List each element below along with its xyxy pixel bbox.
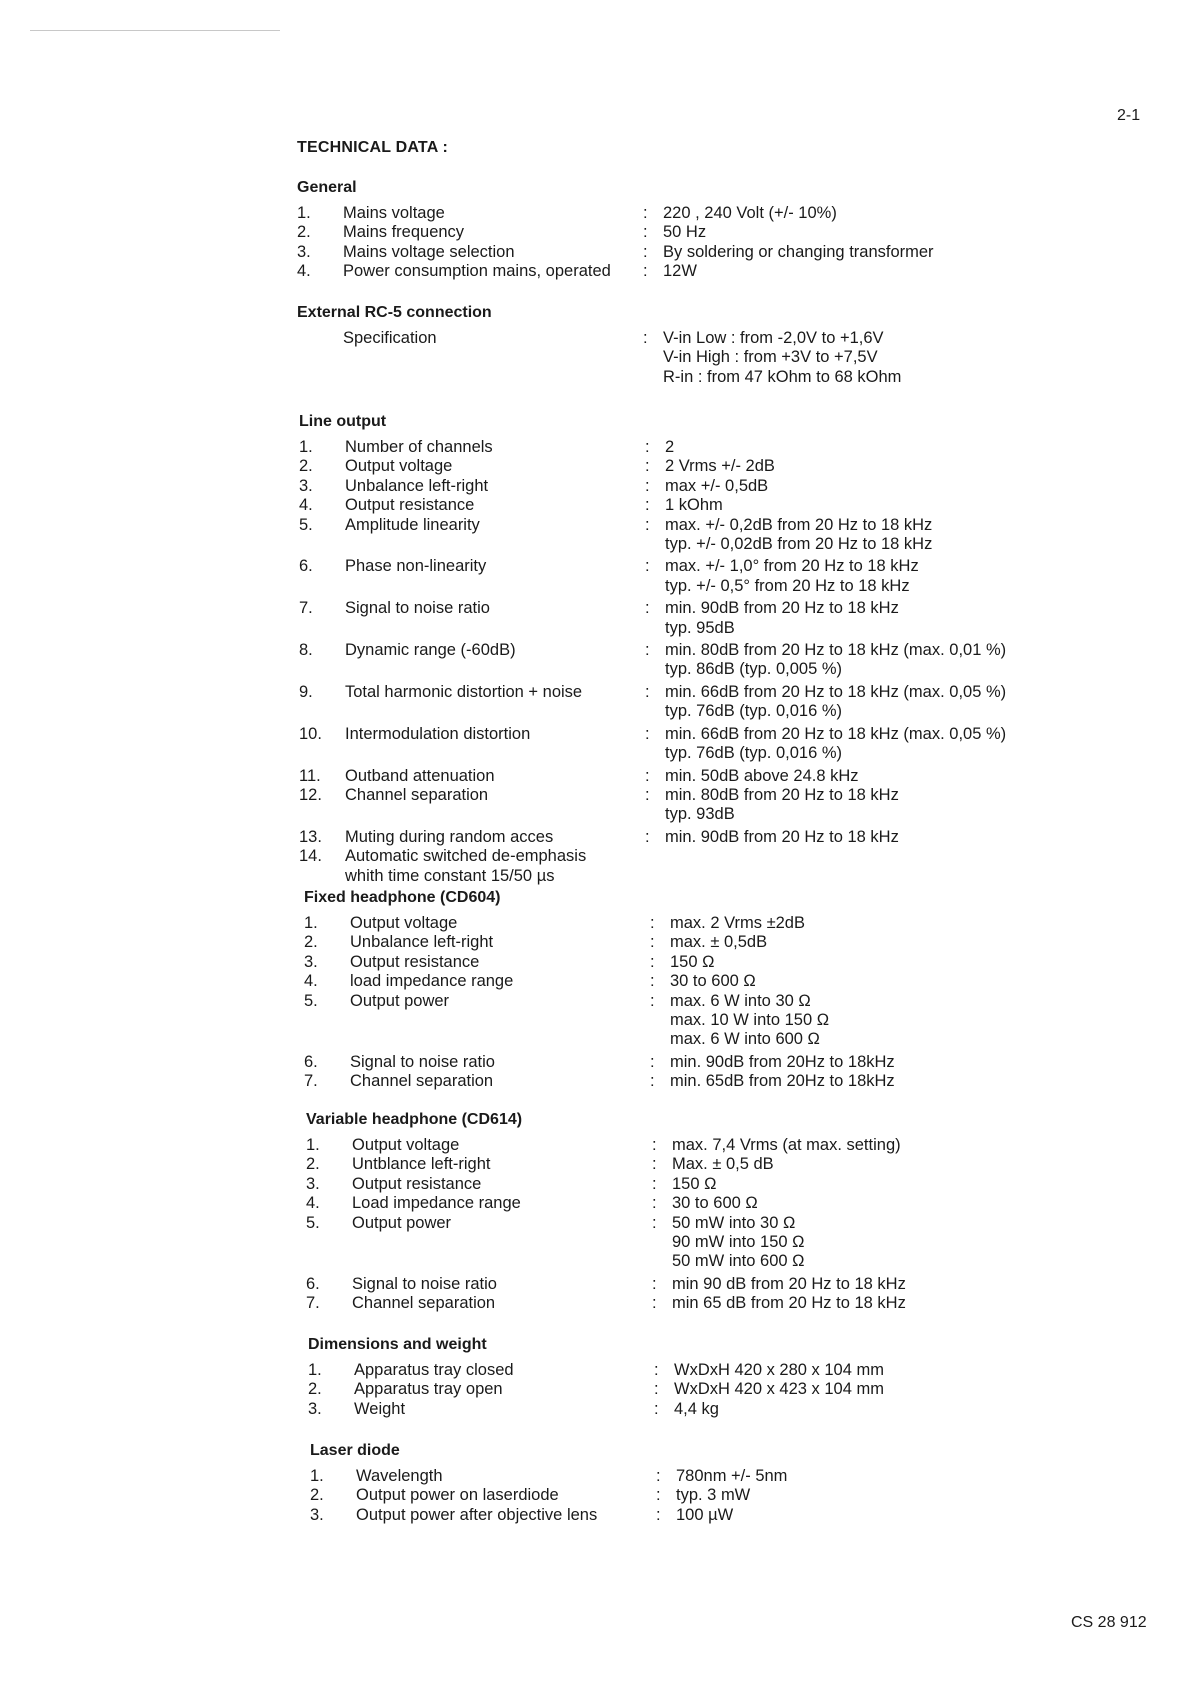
item-number: 7. — [304, 1072, 318, 1091]
item-number: 4. — [297, 262, 311, 281]
item-label: Mains frequency — [343, 223, 465, 242]
separator-colon: : — [645, 785, 650, 804]
spec-section — [304, 888, 1064, 1092]
spec-row — [299, 457, 1059, 476]
item-value: WxDxH 420 x 423 x 104 mm — [674, 1380, 884, 1399]
item-label: Load impedance range — [352, 1194, 521, 1213]
item-number — [297, 329, 343, 387]
item-label: Intermodulation distortion — [345, 724, 531, 743]
separator-colon: : — [650, 972, 655, 991]
separator-colon: : — [652, 1155, 657, 1174]
item-number: 3. — [297, 242, 311, 261]
item-value: max. 7,4 Vrms (at max. setting) — [672, 1136, 901, 1154]
item-number: 12. — [299, 785, 322, 804]
separator-colon: : — [645, 724, 650, 743]
item-value: max. 2 Vrms ±2dB — [670, 914, 805, 932]
separator-colon: : — [645, 599, 650, 618]
separator-colon — [645, 847, 665, 886]
separator-colon: : — [652, 1136, 657, 1154]
spec-section — [297, 303, 1057, 387]
item-number: 2. — [299, 457, 313, 476]
spec-row — [304, 953, 1064, 972]
item-number: 9. — [299, 682, 313, 701]
spec-section — [310, 1441, 1070, 1525]
item-value: 2 — [665, 438, 675, 456]
item-value: min. 65dB from 20Hz to 18kHz — [670, 1072, 895, 1091]
spec-row — [299, 496, 1059, 515]
item-value: min. 66dB from 20 Hz to 18 kHz (max. 0,05 %) typ. 76dB (typ. 0,016 %) — [665, 682, 1007, 721]
item-number: 1. — [310, 1467, 324, 1485]
item-number: 1. — [299, 438, 313, 456]
item-value: typ. 3 mW — [676, 1486, 751, 1505]
item-value: 50 mW into 30 Ω 90 mW into 150 Ω 50 mW into 600 Ω — [672, 1213, 805, 1271]
separator-colon: : — [652, 1194, 657, 1213]
separator-colon: : — [645, 766, 650, 785]
item-value: 780nm +/- 5nm — [676, 1467, 788, 1485]
item-value — [665, 847, 1059, 886]
separator-colon: : — [650, 1072, 655, 1091]
item-value: min. 50dB above 24.8 kHz — [665, 766, 859, 785]
item-number: 2. — [304, 933, 318, 952]
item-label: Apparatus tray closed — [354, 1361, 514, 1379]
spec-section — [306, 1110, 1066, 1314]
item-number: 5. — [304, 991, 318, 1010]
item-label: Output power — [352, 1213, 452, 1232]
spec-row — [306, 1175, 1066, 1194]
spec-row — [299, 847, 1059, 886]
item-label: Weight — [354, 1399, 406, 1418]
item-label: Output voltage — [352, 1136, 460, 1154]
item-label: Channel separation — [352, 1294, 496, 1313]
spec-section — [297, 178, 1057, 282]
page-number: 2-1 — [1117, 107, 1141, 124]
item-label: Outband attenuation — [345, 766, 495, 785]
item-number: 6. — [299, 557, 313, 576]
separator-colon: : — [645, 457, 650, 476]
spec-row — [304, 992, 1064, 1050]
item-number: 2. — [297, 223, 311, 242]
item-number: 3. — [304, 952, 318, 971]
item-value: 50 Hz — [663, 223, 707, 242]
separator-colon: : — [645, 827, 650, 846]
separator-colon: : — [643, 223, 648, 242]
item-label: Untblance left-right — [352, 1155, 491, 1174]
separator-colon: : — [652, 1174, 657, 1193]
spec-row — [304, 933, 1064, 952]
spec-row — [308, 1380, 1068, 1399]
item-number: 14. — [299, 847, 322, 866]
scan-artifact-line — [30, 30, 280, 31]
item-label: Wavelength — [356, 1467, 443, 1485]
item-label: Output power on laserdiode — [356, 1486, 559, 1505]
spec-row — [304, 914, 1064, 933]
item-number: 8. — [299, 641, 313, 660]
item-value: WxDxH 420 x 280 x 104 mm — [674, 1361, 884, 1379]
section-title: Dimensions and weight — [308, 1336, 487, 1353]
item-value: min. 90dB from 20 Hz to 18 kHz typ. 95dB — [665, 599, 899, 637]
item-label: Specification — [343, 329, 437, 347]
item-number: 4. — [306, 1194, 320, 1213]
item-number: 1. — [308, 1361, 322, 1379]
separator-colon: : — [656, 1505, 661, 1524]
spec-row — [299, 767, 1059, 786]
separator-colon: : — [645, 641, 650, 660]
spec-row — [306, 1194, 1066, 1213]
separator-colon: : — [652, 1294, 657, 1313]
item-label: Phase non-linearity — [345, 557, 487, 576]
item-label: Power consumption mains, operated — [343, 262, 611, 281]
separator-colon: : — [645, 438, 650, 456]
separator-colon: : — [656, 1467, 661, 1485]
separator-colon: : — [654, 1399, 659, 1418]
item-label: Output resistance — [350, 952, 480, 971]
item-label: Output resistance — [352, 1174, 482, 1193]
item-number: 5. — [299, 515, 313, 534]
spec-row — [297, 329, 1057, 387]
item-number: 5. — [306, 1213, 320, 1232]
item-value: max +/- 0,5dB — [665, 476, 769, 495]
spec-row — [306, 1275, 1066, 1294]
item-number: 13. — [299, 827, 322, 846]
item-value: 150 Ω — [672, 1174, 717, 1193]
spec-row — [306, 1155, 1066, 1174]
item-value: 4,4 kg — [674, 1399, 719, 1418]
spec-row — [299, 438, 1059, 457]
item-value: 30 to 600 Ω — [670, 972, 756, 991]
item-number: 6. — [304, 1052, 318, 1071]
item-label: Muting during random acces — [345, 827, 554, 846]
item-number: 4. — [304, 972, 318, 991]
spec-row — [299, 683, 1059, 722]
spec-row — [299, 725, 1059, 764]
section-title: Fixed headphone (CD604) — [304, 889, 501, 906]
item-value: 220 , 240 Volt (+/- 10%) — [663, 204, 837, 222]
separator-colon: : — [645, 496, 650, 515]
separator-colon: : — [654, 1380, 659, 1399]
spec-row — [297, 262, 1057, 281]
item-label: Unbalance left-right — [345, 476, 489, 495]
item-label: Total harmonic distortion + noise — [345, 682, 583, 701]
item-value: max. +/- 1,0° from 20 Hz to 18 kHz typ. +/- 0,5° from 20 Hz to 18 kHz — [665, 557, 919, 595]
item-value: min 90 dB from 20 Hz to 18 kHz — [672, 1274, 906, 1293]
separator-colon: : — [645, 515, 650, 534]
item-value: min. 90dB from 20 Hz to 18 kHz — [665, 827, 899, 846]
item-number: 2. — [308, 1380, 322, 1399]
spec-row — [299, 477, 1059, 496]
spec-row — [308, 1400, 1068, 1419]
item-label: Output voltage — [345, 457, 453, 476]
item-value: 150 Ω — [670, 952, 715, 971]
item-value: max. 6 W into 30 Ω max. 10 W into 150 Ω max. 6 W into 600 Ω — [670, 991, 830, 1049]
item-value: min. 80dB from 20 Hz to 18 kHz typ. 93dB — [665, 785, 899, 824]
item-number: 7. — [306, 1294, 320, 1313]
spec-row — [306, 1136, 1066, 1155]
item-label: load impedance range — [350, 972, 514, 991]
separator-colon: : — [645, 682, 650, 701]
spec-row — [297, 204, 1057, 223]
item-number: 2. — [306, 1155, 320, 1174]
item-label: Mains voltage selection — [343, 242, 515, 261]
item-number: 4. — [299, 496, 313, 515]
section-title: Variable headphone (CD614) — [306, 1111, 523, 1128]
item-label: Output voltage — [350, 914, 458, 932]
spec-row — [306, 1294, 1066, 1313]
separator-colon: : — [650, 1052, 655, 1071]
item-label: Automatic switched de-emphasis whith time constant 15/50 µs — [345, 847, 587, 885]
spec-section — [299, 412, 1059, 886]
separator-colon: : — [650, 933, 655, 952]
spec-row — [299, 516, 1059, 555]
item-label: Number of channels — [345, 438, 493, 456]
separator-colon: : — [643, 242, 648, 261]
spec-row — [304, 972, 1064, 991]
item-number: 6. — [306, 1274, 320, 1293]
item-number: 1. — [304, 914, 318, 932]
item-value: 30 to 600 Ω — [672, 1194, 758, 1213]
spec-row — [297, 223, 1057, 242]
spec-row — [299, 557, 1059, 596]
section-title: External RC-5 connection — [297, 304, 492, 321]
spec-row — [308, 1361, 1068, 1380]
separator-colon: : — [643, 204, 648, 222]
separator-colon: : — [650, 991, 655, 1010]
separator-colon: : — [652, 1274, 657, 1293]
spec-row — [299, 599, 1059, 638]
item-label: Channel separation — [350, 1072, 494, 1091]
item-value: min. 80dB from 20 Hz to 18 kHz (max. 0,01 %) typ. 86dB (typ. 0,005 %) — [665, 641, 1007, 679]
spec-row — [310, 1506, 1070, 1525]
item-value: By soldering or changing transformer — [663, 242, 934, 261]
item-value: V-in Low : from -2,0V to +1,6V V-in High : from +3V to +7,5V R-in : from 47 kOhm to 68 kOhm — [663, 329, 902, 386]
document-code: CS 28 912 — [1071, 1614, 1147, 1631]
item-value: 1 kOhm — [665, 496, 723, 515]
spec-row — [299, 786, 1059, 825]
item-number: 1. — [297, 204, 311, 222]
spec-row — [297, 243, 1057, 262]
separator-colon: : — [654, 1361, 659, 1379]
spec-row — [299, 641, 1059, 680]
item-label: Unbalance left-right — [350, 933, 494, 952]
item-label: Signal to noise ratio — [345, 599, 490, 618]
item-label: Signal to noise ratio — [350, 1052, 495, 1071]
item-label: Apparatus tray open — [354, 1380, 503, 1399]
section-title: General — [297, 179, 357, 196]
separator-colon: : — [645, 557, 650, 576]
item-number: 7. — [299, 599, 313, 618]
separator-colon: : — [650, 952, 655, 971]
item-label: Mains voltage — [343, 204, 445, 222]
spec-row — [310, 1467, 1070, 1486]
item-label: Output resistance — [345, 496, 475, 515]
item-label: Signal to noise ratio — [352, 1274, 497, 1293]
item-value: min. 66dB from 20 Hz to 18 kHz (max. 0,05 %) typ. 76dB (typ. 0,016 %) — [665, 724, 1007, 763]
item-number: 3. — [310, 1505, 324, 1524]
item-number: 3. — [308, 1399, 322, 1418]
item-value: min 65 dB from 20 Hz to 18 kHz — [672, 1294, 906, 1313]
separator-colon: : — [643, 262, 648, 281]
item-label: Output power after objective lens — [356, 1505, 598, 1524]
item-label: Output power — [350, 991, 450, 1010]
item-value: max. ± 0,5dB — [670, 933, 768, 952]
separator-colon: : — [650, 914, 655, 932]
spec-row — [299, 828, 1059, 847]
spec-row — [310, 1486, 1070, 1505]
item-value: 2 Vrms +/- 2dB — [665, 457, 775, 476]
item-number: 3. — [306, 1174, 320, 1193]
section-title: Line output — [299, 413, 387, 430]
item-value: Max. ± 0,5 dB — [672, 1155, 774, 1174]
item-value: min. 90dB from 20Hz to 18kHz — [670, 1052, 895, 1071]
item-label: Dynamic range (-60dB) — [345, 641, 516, 660]
item-value: 12W — [663, 262, 697, 281]
item-value: 100 µW — [676, 1505, 734, 1524]
separator-colon: : — [652, 1213, 657, 1232]
spec-section — [308, 1335, 1068, 1419]
item-value: max. +/- 0,2dB from 20 Hz to 18 kHz typ. +/- 0,02dB from 20 Hz to 18 kHz — [665, 515, 933, 554]
separator-colon: : — [645, 476, 650, 495]
page-title: TECHNICAL DATA : — [297, 139, 449, 156]
item-number: 1. — [306, 1136, 320, 1154]
item-label: Channel separation — [345, 785, 489, 804]
spec-row — [306, 1214, 1066, 1272]
item-label: Amplitude linearity — [345, 515, 480, 534]
item-number: 2. — [310, 1486, 324, 1505]
spec-row — [304, 1053, 1064, 1072]
item-number: 10. — [299, 724, 322, 743]
spec-row — [304, 1072, 1064, 1091]
separator-colon: : — [656, 1486, 661, 1505]
item-number: 3. — [299, 476, 313, 495]
section-title: Laser diode — [310, 1442, 400, 1459]
item-number: 11. — [299, 766, 321, 785]
separator-colon: : — [643, 329, 648, 347]
